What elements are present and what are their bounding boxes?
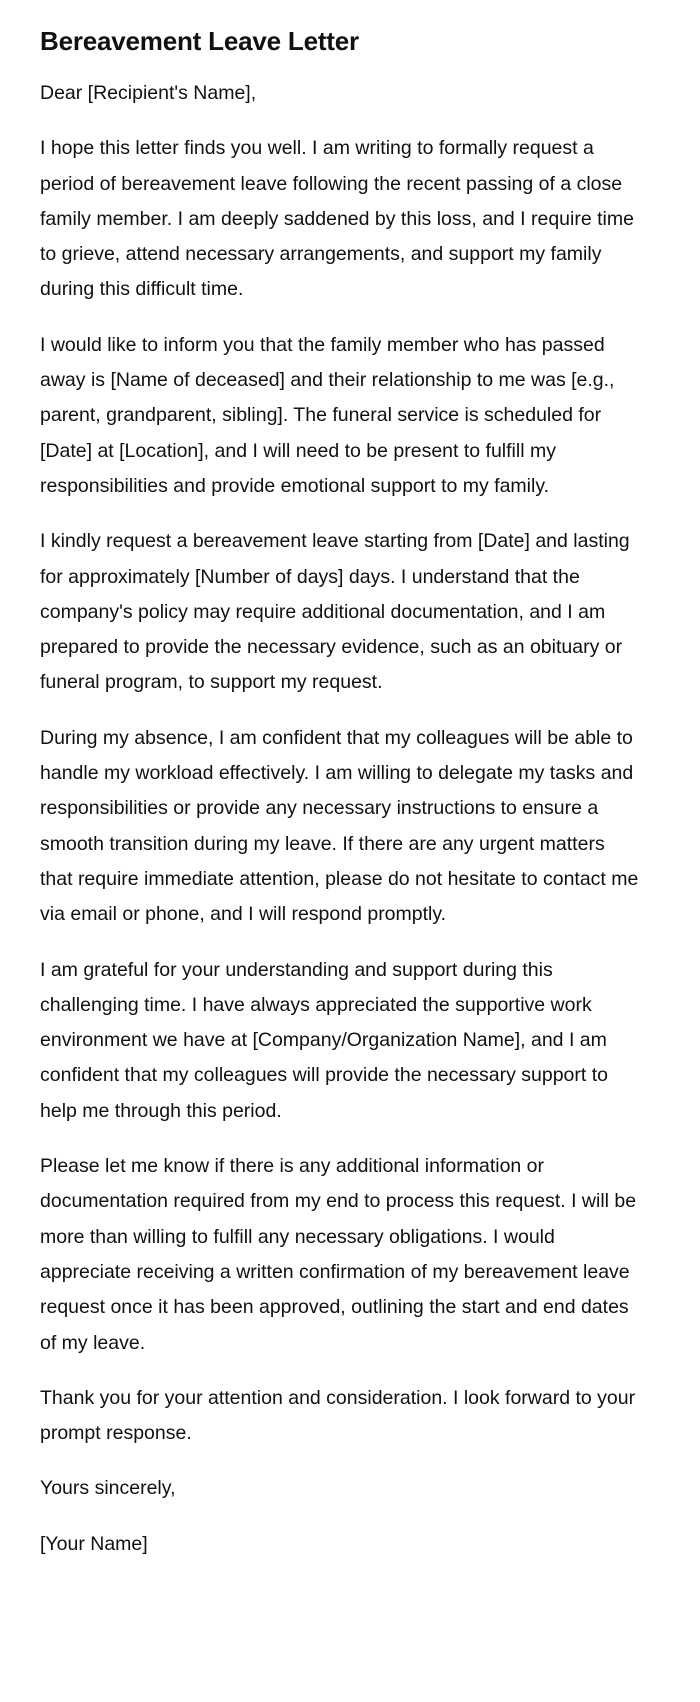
letter-salutation: Dear [Recipient's Name], [40, 82, 257, 104]
letter-signature: [Your Name] [40, 1532, 148, 1555]
letter-closing: Yours sincerely, [40, 1477, 176, 1500]
letter-paragraph-1: I hope this letter finds you well. I am writing to formally request a period of bereavement leave following the recent passing of a close family member. I am deeply saddened by this loss, and I require time to grieve, attend necessary arrangements, and support my family during this difficult time. [40, 137, 634, 301]
letter-paragraph-4: During my absence, I am confident that my colleagues will be able to handle my workload effectively. I am willing to delegate my tasks and responsibilities or provide any necessary instructions to ensure a smooth transition during my leave. If there are any urgent matters that require immediate attention, please do not hesitate to contact me via email or phone, and I will respond promptly. [40, 726, 639, 926]
letter-paragraph-3: I kindly request a bereavement leave starting from [Date] and lasting for approximately [Number of days] days. I understand that the company's policy may require additional documentation, and I am prepared to provide the necessary evidence, such as an obituary or funeral program, to support my request. [40, 530, 630, 694]
letter-paragraph-2: I would like to inform you that the family member who has passed away is [Name of deceased] and their relationship to me was [e.g., parent, grandparent, sibling]. The funeral service is scheduled for [Date] at [Location], and I will need to be present to fulfill my responsibilities and provide emotional support to my family. [40, 333, 615, 497]
letter-title: Bereavement Leave Letter [40, 26, 359, 56]
letter-paragraph-6: Please let me know if there is any additional information or documentation required from my end to process this request. I will be more than willing to fulfill any necessary obligations. I would appreciate receiving a written confirmation of my bereavement leave request once it has been approved, outlining the start and end dates of my leave. [40, 1155, 637, 1354]
letter-paragraph-5: I am grateful for your understanding and support during this challenging time. I have always appreciated the supportive work environment we have at [Company/Organization Name], and I am confident that my colleagues will provide the necessary support to help me through this period. [40, 958, 608, 1122]
letter-paragraph-7: Thank you for your attention and consideration. I look forward to your prompt response. [40, 1386, 636, 1445]
